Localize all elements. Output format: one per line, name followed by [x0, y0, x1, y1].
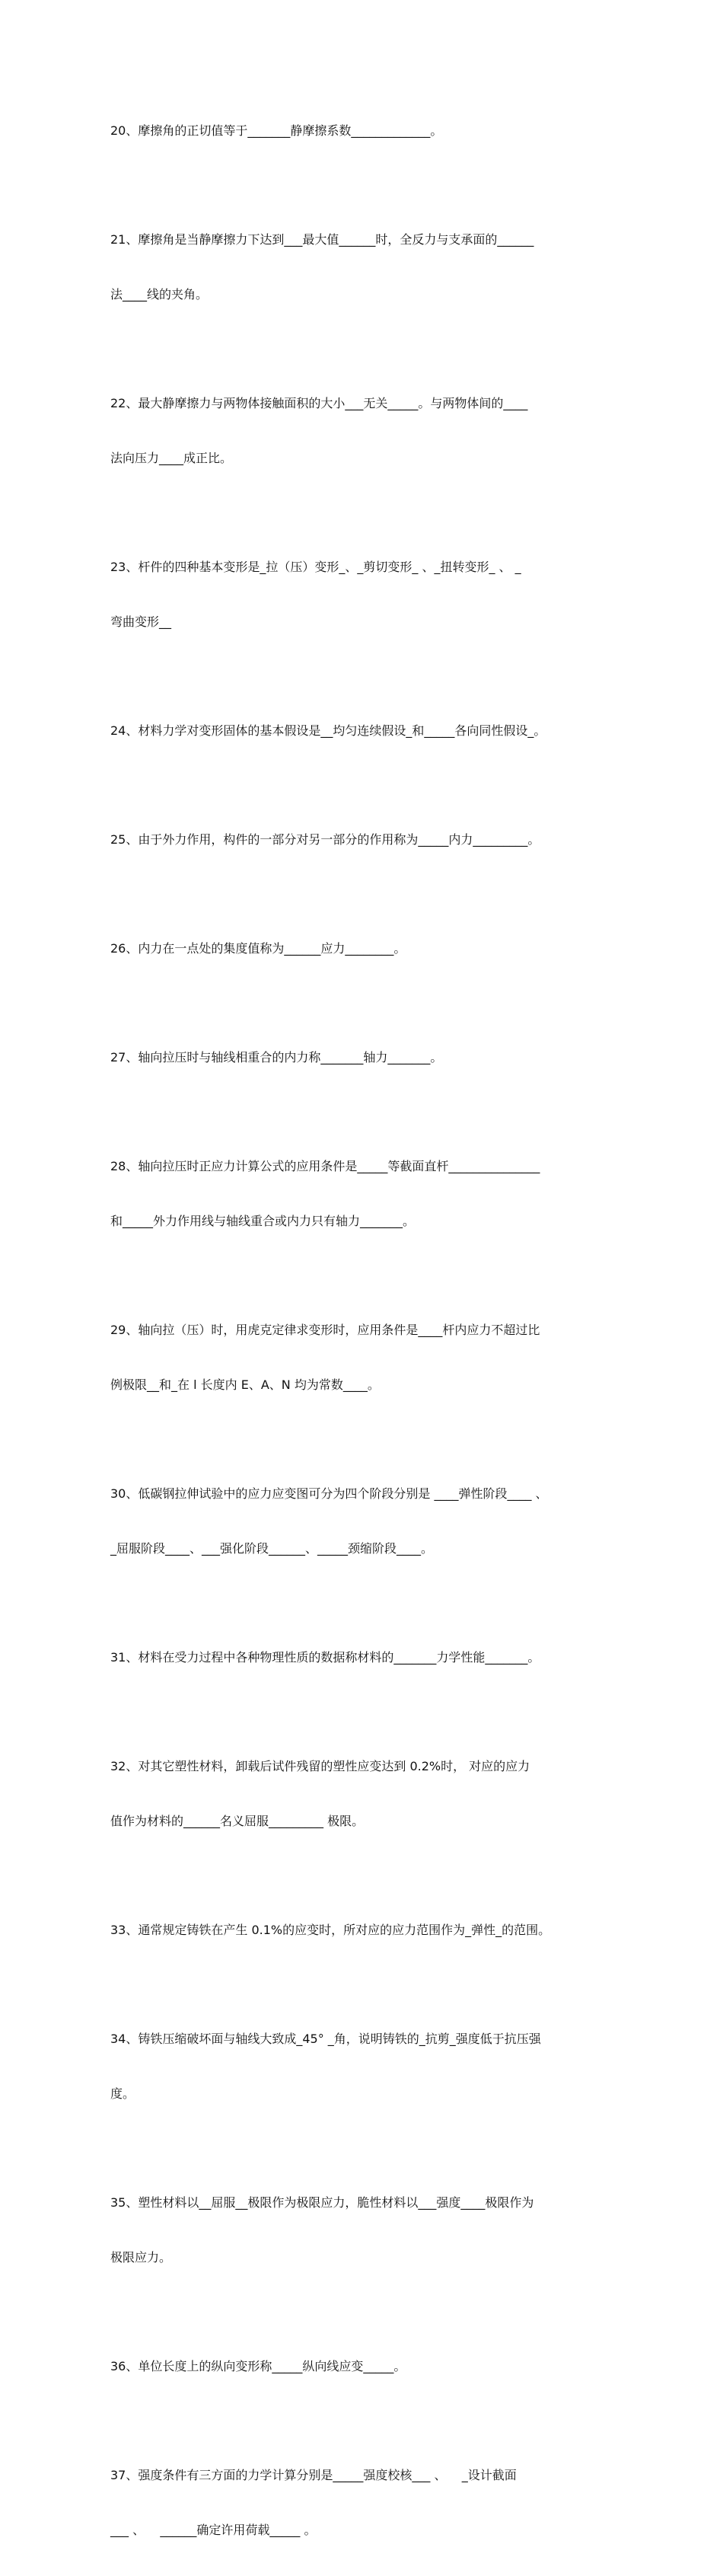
question-text-line: 值作为材料的______名义屈服_________ 极限。	[110, 1814, 365, 1828]
question-32	[110, 1721, 624, 1867]
question-text-line: 36、单位长度上的纵向变形称_____纵向线应变_____。	[110, 2359, 406, 2373]
question-text-line: ___ 、 ______确定许用荷载_____ 。	[110, 2523, 317, 2537]
question-20	[110, 85, 624, 177]
question-36	[110, 2321, 624, 2412]
question-text-line: 例极限__和_在 l 长度内 E、A、N 均为常数____。	[110, 1377, 380, 1392]
question-text-line: 31、材料在受力过程中各种物理性质的数据称材料的_______力学性能_______。	[110, 1650, 540, 1665]
question-text-line: 21、摩擦角是当静摩擦力下达到___最大值______时，全反力与支承面的______	[110, 232, 534, 247]
question-text-line: 度。	[110, 2086, 135, 2101]
question-text-line: 法____线的夹角。	[110, 287, 209, 302]
question-37	[110, 2430, 624, 2576]
question-text-line: 法向压力____成正比。	[110, 451, 233, 465]
question-24	[110, 685, 624, 777]
question-text-line: 33、通常规定铸铁在产生 0.1%的应变时，所对应的应力范围作为_弹性_的范围。	[110, 1923, 551, 1937]
question-29	[110, 1285, 624, 1431]
question-text-line: 37、强度条件有三方面的力学计算分别是_____强度校核___ 、 _设计截面	[110, 2468, 517, 2482]
question-35	[110, 2157, 624, 2303]
question-text-line: 25、由于外力作用，构件的一部分对另一部分的作用称为_____内力_________。	[110, 832, 540, 847]
question-text-line: 28、轴向拉压时正应力计算公式的应用条件是_____等截面直杆_______________	[110, 1159, 540, 1173]
question-text-line: 和_____外力作用线与轴线重合或内力只有轴力_______。	[110, 1214, 416, 1228]
question-text-line: 32、对其它塑性材料，卸载后试件残留的塑性应变达到 0.2%时， 对应的应力	[110, 1759, 530, 1773]
question-30	[110, 1448, 624, 1594]
question-25	[110, 794, 624, 886]
question-28	[110, 1121, 624, 1267]
question-26	[110, 903, 624, 994]
question-text-line: 20、摩擦角的正切值等于_______静摩擦系数_____________。	[110, 123, 443, 138]
question-text-line: 34、铸铁压缩破坏面与轴线大致成_45° _角，说明铸铁的_抗剪_强度低于抗压强	[110, 2032, 541, 2046]
question-33	[110, 1885, 624, 1976]
question-text-line: 弯曲变形__	[110, 614, 172, 629]
question-23	[110, 522, 624, 668]
question-text-line: 22、最大静摩擦力与两物体接触面积的大小___无关_____。与两物体间的____	[110, 396, 528, 410]
question-text-line: 27、轴向拉压时与轴线相重合的内力称_______轴力_______。	[110, 1050, 443, 1065]
question-31	[110, 1612, 624, 1703]
question-22	[110, 358, 624, 504]
question-text-line: 24、材料力学对变形固体的基本假设是__均匀连续假设_和_____各向同性假设_。	[110, 723, 546, 738]
question-21	[110, 194, 624, 340]
question-text-line: 30、低碳钢拉伸试验中的应力应变图可分为四个阶段分别是 ____弹性阶段____ 、	[110, 1486, 548, 1501]
question-text-line: _屈服阶段____、___强化阶段______、_____颈缩阶段____。	[110, 1541, 434, 1556]
question-text-line: 26、内力在一点处的集度值称为______应力________。	[110, 941, 406, 956]
question-text-line: 35、塑性材料以__屈服__极限作为极限应力，脆性材料以___强度____极限作为	[110, 2195, 534, 2210]
question-text-line: 极限应力。	[110, 2250, 172, 2265]
question-text-line: 23、杆件的四种基本变形是_拉（压）变形_、_剪切变形_ 、_扭转变形_ 、 _	[110, 560, 521, 574]
question-34	[110, 1993, 624, 2140]
question-text-line: 29、轴向拉（压）时，用虎克定律求变形时，应用条件是____杆内应力不超过比	[110, 1323, 540, 1337]
question-27	[110, 1012, 624, 1103]
